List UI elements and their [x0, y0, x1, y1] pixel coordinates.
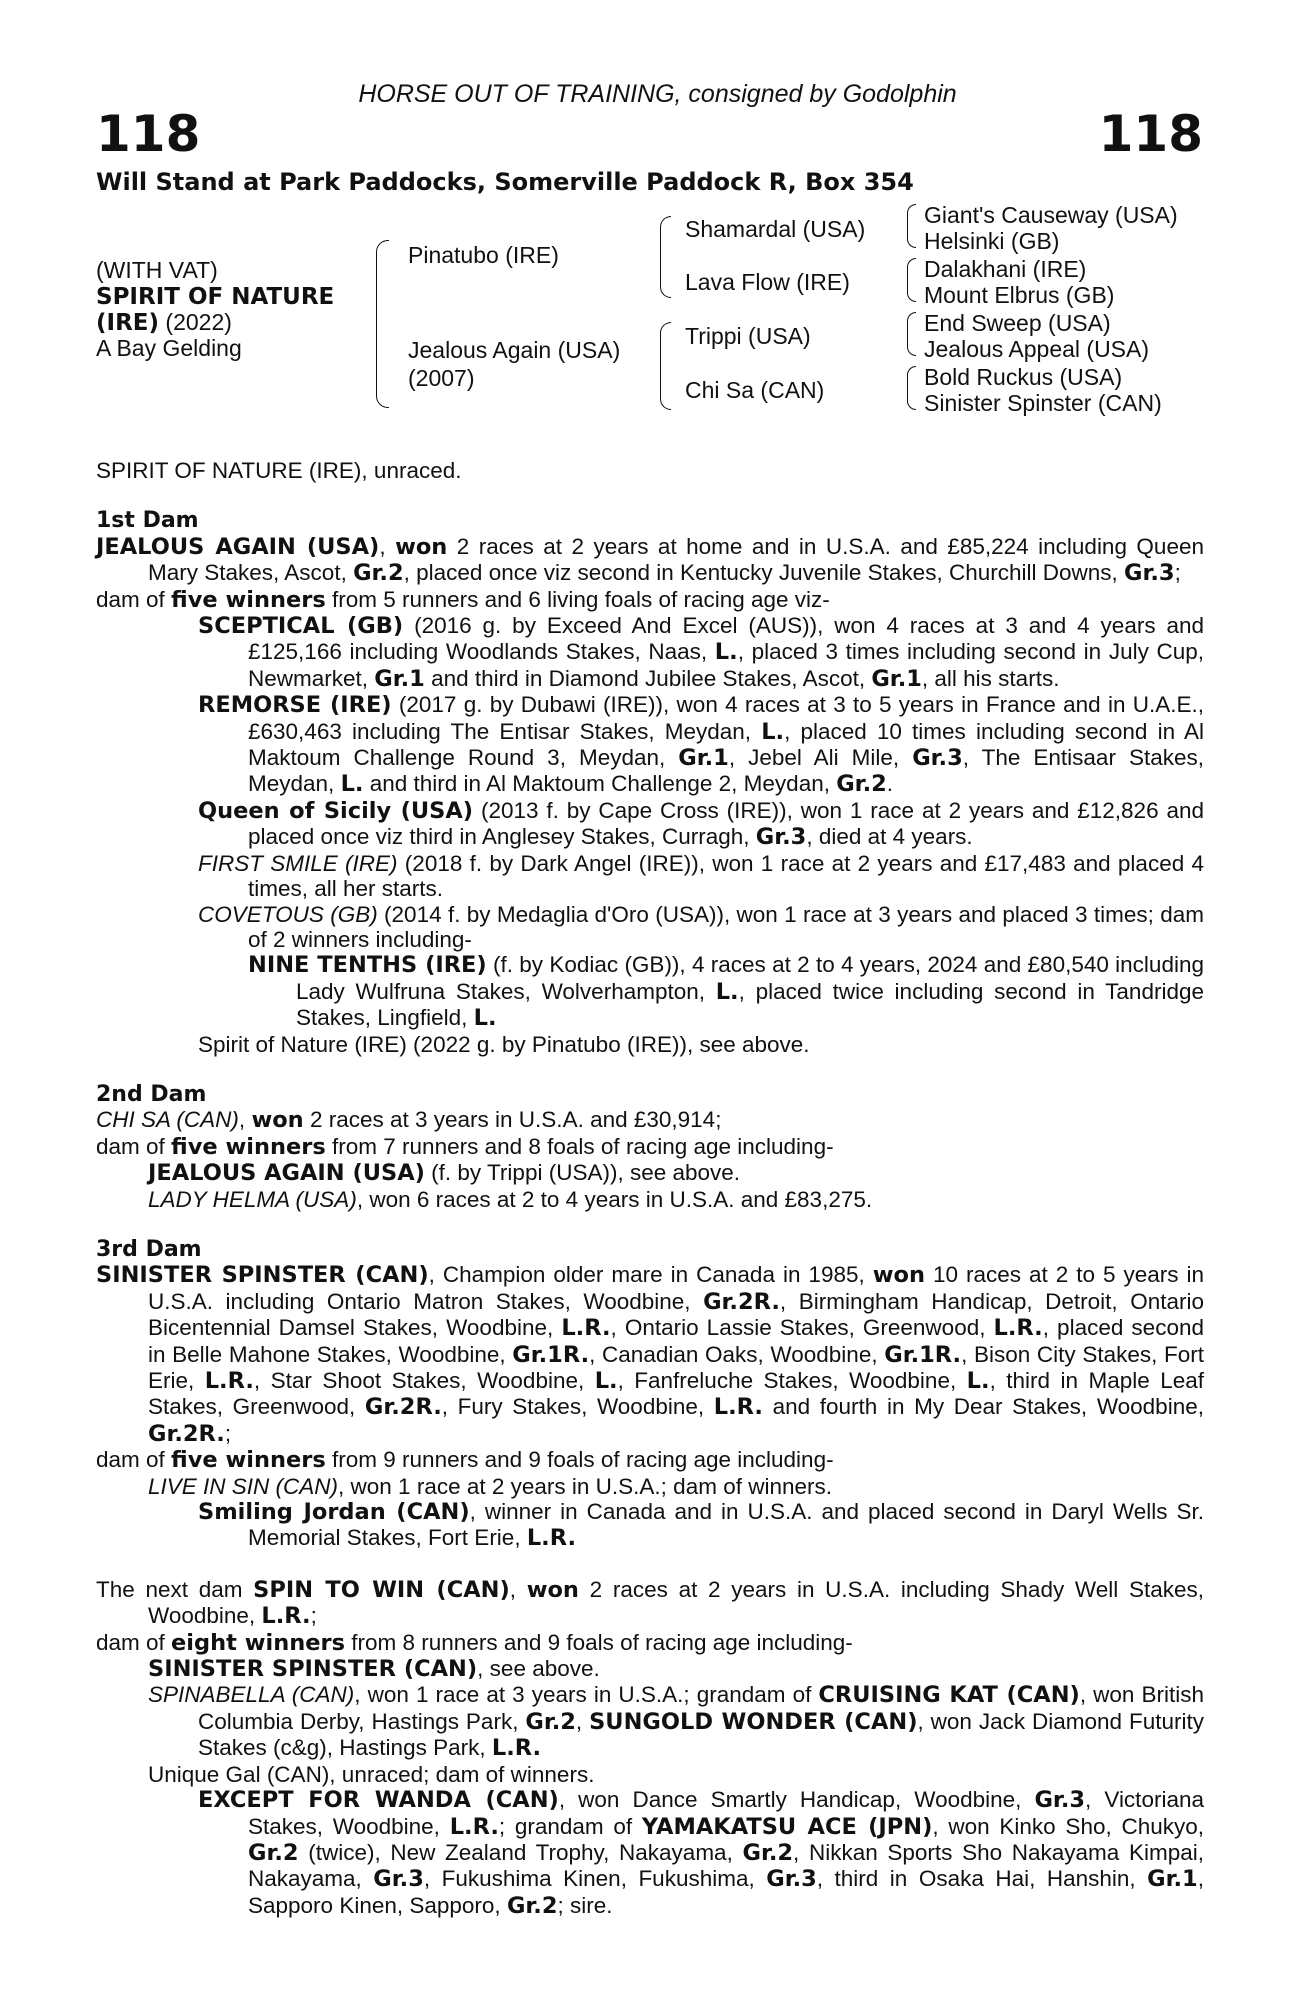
text-run: REMORSE (IRE): [198, 692, 392, 719]
text-run: LIVE IN SIN (CAN): [148, 1473, 339, 1499]
text-run: Gr.1R.: [884, 1341, 962, 1368]
produce-queen-of-sicily: [96, 798, 1204, 851]
pedigree-g3-2: Helsinki (GB): [924, 228, 1060, 254]
pedigree-sire-sire: Shamardal (USA): [685, 216, 866, 242]
pedigree-dam: Jealous Again (USA): [408, 337, 621, 363]
text-run: Gr.1: [1147, 1866, 1198, 1893]
pedigree-dam-year: (2007): [408, 365, 475, 391]
text-run: Gr.3: [912, 745, 963, 772]
next-dam-produce-summary: [96, 1630, 1204, 1656]
text-run: .: [886, 771, 894, 797]
text-run: , Star Shoot Stakes, Woodbine,: [253, 1368, 595, 1393]
first-dam-heading: 1st Dam: [96, 508, 199, 534]
text-run: five winners: [171, 1447, 326, 1474]
text-run: and third in Diamond Jubilee Stakes, Ascot,: [424, 665, 872, 691]
pedigree-dam-sire: Trippi (USA): [685, 323, 811, 349]
text-run: dam of: [96, 1447, 172, 1473]
text-run: EXCEPT FOR WANDA (CAN): [198, 1787, 559, 1814]
text-run: , third in Maple Leaf Stakes, Greenwood,: [148, 1368, 1204, 1420]
text-run: L.: [715, 978, 739, 1005]
text-run: , Bison City Stakes, Fort Erie,: [148, 1341, 1204, 1393]
text-run: Gr.2: [248, 1839, 299, 1866]
pedigree-g3-7: Bold Ruckus (USA): [924, 364, 1123, 390]
third-dam-produce-summary: [96, 1447, 1204, 1473]
first-dam-record: [96, 534, 1204, 587]
text-run: L.R.: [993, 1315, 1043, 1342]
produce-except-for-wanda: [96, 1787, 1204, 1919]
text-run: Gr.1R.: [512, 1341, 590, 1368]
text-run: won: [526, 1576, 579, 1603]
text-run: ,: [238, 1107, 252, 1133]
text-run: , see above.: [477, 1656, 600, 1682]
lot-number-left: 118: [96, 105, 201, 163]
text-run: , placed second in Belle Mahone Stakes, Woodbine,: [148, 1315, 1204, 1367]
next-dam-record: [96, 1577, 1204, 1630]
pedigree-g3-5: End Sweep (USA): [924, 310, 1111, 336]
text-run: SINISTER SPINSTER (CAN): [148, 1656, 478, 1683]
pedigree-g3-3: Dalakhani (IRE): [924, 256, 1087, 282]
text-run: (2013 f. by Cape Cross (IRE)), won 1 race at 2 years and £12,826 and placed once viz third in Anglesey Stakes, Curragh,: [248, 797, 1204, 850]
text-run: L.R.: [713, 1394, 763, 1421]
consignor-line: HORSE OUT OF TRAINING, consigned by Godolphin: [358, 80, 957, 108]
text-run: Gr.3: [766, 1866, 817, 1893]
text-run: (2016 g. by Exceed And Excel (AUS)), won 4 races at 3 and 4 years and £125,166 including Woodlands Stakes, Naas,: [248, 613, 1204, 665]
text-run: from 5 runners and 6 living foals of racing age viz-: [325, 586, 830, 612]
text-run: , Canadian Oaks, Woodbine,: [589, 1341, 885, 1367]
text-run: , Ontario Lassie Stakes, Greenwood,: [610, 1315, 994, 1341]
text-run: 2 races at 3 years in U.S.A. and £30,914;: [303, 1107, 722, 1133]
third-dam-record: [96, 1262, 1204, 1447]
pedigree-bracket-main: [376, 240, 389, 408]
text-run: Spirit of Nature (IRE) (2022 g. by Pinatubo (IRE)), see above.: [198, 1031, 810, 1057]
first-dam-produce-summary: [96, 587, 1204, 613]
text-run: Gr.3: [1124, 560, 1175, 587]
text-run: NINE TENTHS (IRE): [248, 952, 487, 979]
pedigree-sire: Pinatubo (IRE): [408, 242, 559, 268]
text-run: , Champion older mare in Canada in 1985,: [428, 1262, 873, 1288]
produce-spinabella: [96, 1682, 1204, 1761]
text-run: , won 6 races at 2 to 4 years in U.S.A. and £83,275.: [356, 1186, 873, 1212]
text-run: SUNGOLD WONDER (CAN): [589, 1708, 918, 1735]
text-run: , all his starts.: [921, 665, 1060, 691]
text-run: Gr.1: [374, 665, 425, 692]
produce-record: [96, 458, 1204, 1919]
text-run: Gr.2R.: [364, 1394, 442, 1421]
produce-sceptical: [96, 613, 1204, 692]
text-run: , Fukushima Kinen, Fukushima,: [423, 1866, 767, 1892]
text-run: SCEPTICAL (GB): [198, 613, 404, 640]
text-run: Gr.2R.: [703, 1288, 780, 1315]
text-run: ;: [224, 1420, 232, 1446]
text-run: won: [872, 1262, 925, 1289]
text-run: (f. by Kodiac (GB)), 4 races at 2 to 4 years, 2024 and £80,540 including Lady Wulfruna Stakes, Wolverhampton,: [296, 952, 1204, 1004]
text-run: Gr.1: [678, 745, 729, 772]
text-run: SINISTER SPINSTER (CAN): [96, 1262, 429, 1289]
pedigree-sire-dam: Lava Flow (IRE): [685, 269, 850, 295]
text-run: (f. by Trippi (USA)), see above.: [424, 1160, 741, 1186]
text-run: , Fanfreluche Stakes, Woodbine,: [617, 1368, 967, 1393]
text-run: ;: [310, 1603, 317, 1629]
text-run: L.R.: [491, 1735, 542, 1762]
text-run: L.R.: [449, 1813, 499, 1840]
text-run: L.: [761, 718, 785, 745]
text-run: , The Entisaar Stakes, Meydan,: [248, 745, 1204, 797]
text-run: , Jebel Ali Mile,: [728, 745, 913, 771]
text-run: Unique Gal (CAN), unraced; dam of winners.: [148, 1761, 595, 1787]
text-run: L.: [714, 639, 738, 666]
text-run: from 9 runners and 9 foals of racing age including-: [325, 1447, 834, 1473]
text-run: Gr.2: [742, 1839, 794, 1866]
text-run: Gr.2: [353, 560, 404, 587]
text-run: ; sire.: [557, 1892, 613, 1918]
pedigree-g3-8: Sinister Spinster (CAN): [924, 390, 1162, 416]
text-run: SPIN TO WIN (CAN): [253, 1576, 510, 1603]
horse-name-country: (IRE) (2022): [96, 309, 232, 336]
text-run: , won Jack Diamond Futurity Stakes (c&g), Hastings Park,: [198, 1708, 1204, 1761]
text-run: ,: [509, 1576, 527, 1602]
pedigree-g3-6: Jealous Appeal (USA): [924, 336, 1150, 362]
text-run: dam of: [96, 586, 172, 612]
intro-line: SPIRIT OF NATURE (IRE), unraced.: [96, 458, 462, 483]
pedigree-bracket-g4: [907, 366, 916, 410]
produce-smiling-jordan: [96, 1499, 1204, 1552]
text-run: (twice), New Zealand Trophy, Nakayama,: [298, 1839, 743, 1865]
text-run: (2017 g. by Dubawi (IRE)), won 4 races at 3 to 5 years in France and in U.A.E., £630,463 including The Entisar Stakes, Meydan,: [248, 692, 1204, 744]
text-run: L.: [340, 771, 364, 798]
text-run: SPINABELLA (CAN): [148, 1682, 355, 1708]
text-run: COVETOUS (GB): [198, 901, 378, 927]
text-run: LADY HELMA (USA): [148, 1186, 357, 1212]
text-run: Gr.3: [1034, 1787, 1086, 1814]
produce-spirit-of-nature: [96, 1032, 1204, 1057]
text-run: ,: [575, 1708, 590, 1734]
text-run: five winners: [171, 586, 326, 613]
text-run: L.: [594, 1368, 618, 1394]
text-run: Gr.2R.: [148, 1420, 225, 1447]
text-run: and third in Al Maktoum Challenge 2, Meydan,: [363, 771, 837, 797]
text-run: Gr.2: [525, 1708, 576, 1735]
text-run: JEALOUS AGAIN (USA): [148, 1160, 425, 1187]
text-run: and fourth in My Dear Stakes, Woodbine,: [762, 1394, 1204, 1420]
text-run: , third in Osaka Hai, Hanshin,: [816, 1866, 1148, 1892]
text-run: Smiling Jordan (CAN): [198, 1499, 470, 1526]
text-run: eight winners: [171, 1629, 346, 1656]
text-run: (2014 f. by Medaglia d'Oro (USA)), won 1 race at 3 years and placed 3 times; dam of 2 winners including-: [248, 901, 1204, 952]
text-run: L.R.: [204, 1368, 254, 1394]
text-run: 10 races at 2 to 5 years in U.S.A. including Ontario Matron Stakes, Woodbine,: [148, 1262, 1204, 1314]
text-run: 2 races at 2 years at home and in U.S.A. and £85,224 including Queen Mary Stakes, Ascot,: [148, 533, 1204, 586]
produce-remorse: [96, 692, 1204, 798]
stand-location: Will Stand at Park Paddocks, Somerville Paddock R, Box 354: [96, 168, 914, 196]
text-run: dam of: [96, 1133, 172, 1159]
produce-first-smile: [96, 851, 1204, 902]
text-run: , Fury Stakes, Woodbine,: [441, 1394, 714, 1420]
second-dam-heading: 2nd Dam: [96, 1081, 207, 1107]
text-run: CRUISING KAT (CAN): [818, 1682, 1080, 1709]
text-run: , Birmingham Handicap, Detroit, Ontario Bicentennial Damsel Stakes, Woodbine,: [148, 1288, 1204, 1341]
text-run: , died at 4 years.: [806, 824, 973, 850]
text-run: , placed twice including second in Tandridge Stakes, Lingfield,: [296, 978, 1204, 1031]
text-run: The next dam: [96, 1576, 254, 1602]
third-dam-heading: 3rd Dam: [96, 1236, 202, 1262]
text-run: , placed 3 times including second in July Cup, Newmarket,: [248, 639, 1204, 691]
text-run: L.: [473, 1005, 497, 1032]
text-run: ;: [1174, 560, 1181, 586]
text-run: , won Kinko Sho, Chukyo,: [932, 1813, 1205, 1839]
produce-jealous-again: [96, 1160, 1204, 1186]
text-run: won: [395, 533, 448, 560]
text-run: , won Dance Smartly Handicap, Woodbine,: [558, 1787, 1035, 1813]
text-run: from 8 runners and 9 foals of racing age including-: [345, 1629, 853, 1655]
text-run: CHI SA (CAN): [96, 1107, 239, 1133]
second-dam-produce-summary: [96, 1134, 1204, 1160]
pedigree-dam-dam: Chi Sa (CAN): [685, 377, 825, 403]
text-run: , won 1 race at 2 years in U.S.A.; dam of winners.: [338, 1473, 832, 1499]
pedigree-g3-4: Mount Elbrus (GB): [924, 282, 1115, 308]
text-run: ,: [379, 533, 396, 559]
text-run: Gr.3: [755, 824, 807, 851]
pedigree-bracket-g3: [907, 312, 916, 356]
text-run: JEALOUS AGAIN (USA): [96, 533, 380, 560]
produce-nine-tenths: [96, 952, 1204, 1031]
text-run: (2018 f. by Dark Angel (IRE)), won 1 race at 2 years and £17,483 and placed 4 times, all her starts.: [248, 850, 1204, 902]
pedigree-g3-1: Giant's Causeway (USA): [924, 202, 1178, 228]
text-run: Gr.2: [836, 771, 887, 798]
text-run: 2 races at 2 years in U.S.A. including Shady Well Stakes, Woodbine,: [148, 1576, 1204, 1629]
text-run: FIRST SMILE (IRE): [198, 850, 398, 876]
text-run: won: [251, 1107, 304, 1134]
text-run: L.R.: [261, 1603, 311, 1630]
text-run: L.R.: [561, 1315, 611, 1342]
horse-description: A Bay Gelding: [96, 335, 242, 361]
text-run: Queen of Sicily (USA): [198, 797, 474, 824]
pedigree-bracket-dam: [660, 322, 671, 410]
text-run: dam of: [96, 1629, 172, 1655]
text-run: , Nikkan Sports Sho Nakayama Kimpai, Nakayama,: [248, 1839, 1204, 1892]
text-run: , won 1 race at 3 years in U.S.A.; grandam of: [354, 1682, 819, 1708]
text-run: YAMAKATSU ACE (JPN): [641, 1813, 933, 1840]
lot-number-right: 118: [1098, 105, 1203, 163]
second-dam-record: [96, 1107, 1204, 1133]
horse-name: SPIRIT OF NATURE: [96, 284, 335, 310]
text-run: Gr.1: [871, 665, 922, 692]
produce-sinister-spinster: [96, 1656, 1204, 1682]
text-run: ; grandam of: [498, 1813, 642, 1839]
text-run: , winner in Canada and in U.S.A. and placed second in Daryl Wells Sr. Memorial Stakes, Fort Erie,: [248, 1499, 1204, 1551]
text-run: L.R.: [526, 1525, 577, 1552]
text-run: , Victoriana Stakes, Woodbine,: [248, 1787, 1204, 1839]
text-run: , placed 10 times including second in Al Maktoum Challenge Round 3, Meydan,: [248, 718, 1204, 771]
text-run: L.: [966, 1368, 990, 1394]
text-run: , placed once viz second in Kentucky Juvenile Stakes, Churchill Downs,: [403, 560, 1125, 586]
pedigree-bracket-sire: [660, 216, 671, 298]
text-run: Gr.2: [506, 1892, 558, 1919]
produce-unique-gal: [96, 1762, 1204, 1787]
horse-vat: (WITH VAT): [96, 257, 218, 283]
text-run: , Sapporo Kinen, Sapporo,: [248, 1866, 1204, 1918]
produce-live-in-sin: [96, 1474, 1204, 1499]
pedigree-bracket-g2: [907, 258, 916, 302]
pedigree-bracket-g1: [907, 204, 916, 248]
produce-covetous: [96, 902, 1204, 953]
text-run: from 7 runners and 8 foals of racing age including-: [325, 1133, 834, 1159]
produce-lady-helma: [96, 1187, 1204, 1212]
text-run: , won British Columbia Derby, Hastings Park,: [198, 1682, 1205, 1734]
text-run: Gr.3: [373, 1866, 424, 1893]
text-run: five winners: [171, 1133, 326, 1160]
